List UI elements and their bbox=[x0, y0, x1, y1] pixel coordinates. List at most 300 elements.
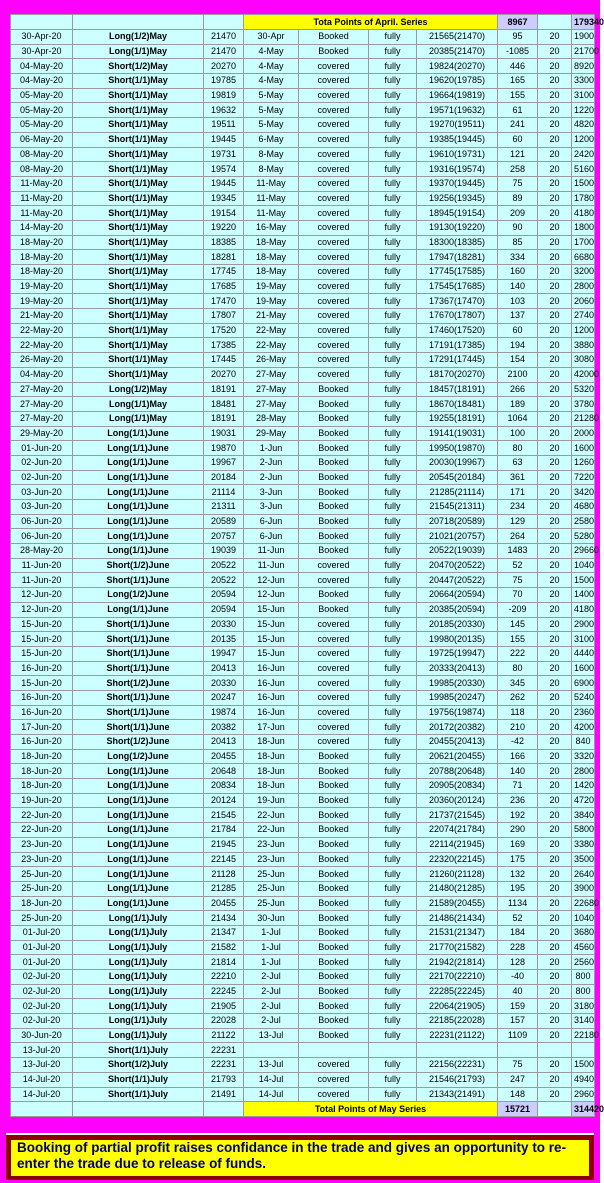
footer-blank-cell bbox=[11, 1102, 73, 1117]
entry-price-cell: 19031 bbox=[204, 426, 244, 441]
table-row bbox=[11, 1028, 595, 1043]
entry-date-cell: 02-Jul-20 bbox=[11, 970, 73, 985]
action-cell bbox=[299, 1043, 369, 1058]
amount-cell: 6900 bbox=[572, 676, 595, 691]
entry-date-cell: 16-Jun-20 bbox=[11, 735, 73, 750]
points-cell: 60 bbox=[498, 323, 538, 338]
action-cell: covered bbox=[299, 265, 369, 280]
amount-cell: 2960 bbox=[572, 1087, 595, 1102]
lot-size-cell: 20 bbox=[538, 382, 572, 397]
entry-date-cell: 11-May-20 bbox=[11, 206, 73, 221]
amount-cell: 2800 bbox=[572, 764, 595, 779]
amount-cell: 4440 bbox=[572, 646, 595, 661]
entry-date-cell: 12-Jun-20 bbox=[11, 602, 73, 617]
quantity-status-cell: fully bbox=[369, 646, 417, 661]
lot-size-cell: 20 bbox=[538, 646, 572, 661]
exit-price-cell: 19725(19947) bbox=[417, 646, 498, 661]
exit-date-cell: 14-Jul bbox=[244, 1087, 299, 1102]
exit-date-cell: 1-Jul bbox=[244, 955, 299, 970]
action-cell: covered bbox=[299, 309, 369, 324]
lot-size-cell: 20 bbox=[538, 837, 572, 852]
action-cell: Booked bbox=[299, 955, 369, 970]
table-row bbox=[11, 118, 595, 133]
points-cell: 71 bbox=[498, 779, 538, 794]
table-row bbox=[11, 220, 595, 235]
quantity-status-cell: fully bbox=[369, 294, 417, 309]
position-cell: Short(1/1)May bbox=[73, 338, 204, 353]
exit-date-cell: 4-May bbox=[244, 44, 299, 59]
points-cell: 95 bbox=[498, 30, 538, 45]
lot-size-cell: 20 bbox=[538, 632, 572, 647]
exit-date-cell: 16-Jun bbox=[244, 676, 299, 691]
amount-cell: 3680 bbox=[572, 925, 595, 940]
entry-price-cell: 21545 bbox=[204, 808, 244, 823]
entry-date-cell: 25-Jun-20 bbox=[11, 881, 73, 896]
amount-cell: 1420 bbox=[572, 779, 595, 794]
exit-date-cell: 3-Jun bbox=[244, 500, 299, 515]
table-row bbox=[11, 397, 595, 412]
amount-cell: 1780 bbox=[572, 191, 595, 206]
exit-price-cell: 21565(21470) bbox=[417, 30, 498, 45]
points-cell: 1134 bbox=[498, 896, 538, 911]
entry-price-cell: 19220 bbox=[204, 220, 244, 235]
position-cell: Short(1/1)May bbox=[73, 279, 204, 294]
quantity-status-cell: fully bbox=[369, 690, 417, 705]
entry-price-cell: 21784 bbox=[204, 823, 244, 838]
amount-cell: 800 bbox=[572, 984, 595, 999]
exit-price-cell: 21545(21311) bbox=[417, 500, 498, 515]
lot-size-cell: 20 bbox=[538, 896, 572, 911]
table-row bbox=[11, 911, 595, 926]
lot-size-cell: 20 bbox=[538, 88, 572, 103]
lot-size-cell: 20 bbox=[538, 500, 572, 515]
entry-price-cell: 21128 bbox=[204, 867, 244, 882]
action-cell: covered bbox=[299, 279, 369, 294]
action-cell: covered bbox=[299, 132, 369, 147]
table-row bbox=[11, 382, 595, 397]
exit-date-cell: 25-Jun bbox=[244, 896, 299, 911]
entry-date-cell: 13-Jul-20 bbox=[11, 1058, 73, 1073]
amount-cell: 7220 bbox=[572, 470, 595, 485]
lot-size-cell: 20 bbox=[538, 999, 572, 1014]
exit-price-cell: 21260(21128) bbox=[417, 867, 498, 882]
position-cell: Short(1/1)May bbox=[73, 206, 204, 221]
quantity-status-cell: fully bbox=[369, 779, 417, 794]
action-cell: covered bbox=[299, 573, 369, 588]
position-cell: Short(1/2)June bbox=[73, 676, 204, 691]
points-cell: 52 bbox=[498, 558, 538, 573]
position-cell: Short(1/1)June bbox=[73, 705, 204, 720]
exit-date-cell: 18-Jun bbox=[244, 764, 299, 779]
entry-price-cell: 20648 bbox=[204, 764, 244, 779]
exit-price-cell: 19270(19511) bbox=[417, 118, 498, 133]
action-cell: Booked bbox=[299, 397, 369, 412]
position-cell: Short(1/1)June bbox=[73, 617, 204, 632]
position-cell: Long(1/1)July bbox=[73, 925, 204, 940]
points-cell: 264 bbox=[498, 529, 538, 544]
exit-price-cell: 19620(19785) bbox=[417, 74, 498, 89]
exit-date-cell: 19-May bbox=[244, 294, 299, 309]
exit-date-cell: 5-May bbox=[244, 88, 299, 103]
entry-date-cell: 01-Jul-20 bbox=[11, 925, 73, 940]
points-cell: 228 bbox=[498, 940, 538, 955]
position-cell: Long(1/1)May bbox=[73, 44, 204, 59]
amount-cell: 1040 bbox=[572, 558, 595, 573]
exit-price-cell: 21285(21114) bbox=[417, 485, 498, 500]
table-row bbox=[11, 779, 595, 794]
exit-date-cell: 15-Jun bbox=[244, 646, 299, 661]
entry-price-cell: 21491 bbox=[204, 1087, 244, 1102]
exit-price-cell: 21770(21582) bbox=[417, 940, 498, 955]
entry-date-cell: 22-Jun-20 bbox=[11, 823, 73, 838]
exit-date-cell bbox=[244, 1043, 299, 1058]
quantity-status-cell: fully bbox=[369, 1058, 417, 1073]
position-cell: Long(1/1)June bbox=[73, 470, 204, 485]
exit-date-cell: 15-Jun bbox=[244, 632, 299, 647]
lot-size-cell: 20 bbox=[538, 279, 572, 294]
quantity-status-cell: fully bbox=[369, 881, 417, 896]
quantity-status-cell: fully bbox=[369, 544, 417, 559]
points-cell: 290 bbox=[498, 823, 538, 838]
amount-cell: 3500 bbox=[572, 852, 595, 867]
header-blank-cell bbox=[11, 15, 73, 30]
lot-size-cell: 20 bbox=[538, 602, 572, 617]
entry-price-cell: 19632 bbox=[204, 103, 244, 118]
points-cell: 241 bbox=[498, 118, 538, 133]
position-cell: Short(1/1)May bbox=[73, 235, 204, 250]
exit-date-cell: 28-May bbox=[244, 411, 299, 426]
exit-date-cell: 1-Jul bbox=[244, 925, 299, 940]
action-cell: covered bbox=[299, 705, 369, 720]
amount-cell: 4820 bbox=[572, 118, 595, 133]
amount-cell: 5280 bbox=[572, 529, 595, 544]
table-row bbox=[11, 632, 595, 647]
exit-price-cell: 20455(20413) bbox=[417, 735, 498, 750]
entry-date-cell: 01-Jul-20 bbox=[11, 955, 73, 970]
entry-price-cell: 21814 bbox=[204, 955, 244, 970]
amount-cell: 29660 bbox=[572, 544, 595, 559]
entry-date-cell: 25-Jun-20 bbox=[11, 911, 73, 926]
lot-size-cell: 20 bbox=[538, 558, 572, 573]
amount-cell: 4200 bbox=[572, 720, 595, 735]
table-row bbox=[11, 735, 595, 750]
quantity-status-cell: fully bbox=[369, 514, 417, 529]
points-cell: 52 bbox=[498, 911, 538, 926]
amount-cell: 1700 bbox=[572, 235, 595, 250]
footer-blank-cell bbox=[538, 1102, 572, 1117]
position-cell: Short(1/1)July bbox=[73, 1087, 204, 1102]
amount-cell: 1500 bbox=[572, 573, 595, 588]
entry-price-cell: 19731 bbox=[204, 147, 244, 162]
exit-price-cell: 19385(19445) bbox=[417, 132, 498, 147]
amount-cell: 2060 bbox=[572, 294, 595, 309]
entry-price-cell: 20834 bbox=[204, 779, 244, 794]
exit-date-cell: 8-May bbox=[244, 162, 299, 177]
entry-date-cell: 18-Jun-20 bbox=[11, 896, 73, 911]
entry-price-cell: 17445 bbox=[204, 353, 244, 368]
action-cell: covered bbox=[299, 176, 369, 191]
exit-date-cell: 16-May bbox=[244, 220, 299, 235]
table-row bbox=[11, 867, 595, 882]
action-cell: Booked bbox=[299, 793, 369, 808]
exit-date-cell: 13-Jul bbox=[244, 1028, 299, 1043]
entry-date-cell: 30-Jun-20 bbox=[11, 1028, 73, 1043]
exit-price-cell: 18170(20270) bbox=[417, 367, 498, 382]
quantity-status-cell: fully bbox=[369, 588, 417, 603]
entry-date-cell: 06-Jun-20 bbox=[11, 514, 73, 529]
table-row bbox=[11, 514, 595, 529]
entry-price-cell: 20522 bbox=[204, 573, 244, 588]
position-cell: Short(1/1)May bbox=[73, 118, 204, 133]
entry-date-cell: 02-Jun-20 bbox=[11, 470, 73, 485]
quantity-status-cell: fully bbox=[369, 970, 417, 985]
action-cell: covered bbox=[299, 59, 369, 74]
table-row bbox=[11, 955, 595, 970]
entry-date-cell: 19-May-20 bbox=[11, 279, 73, 294]
quantity-status-cell: fully bbox=[369, 59, 417, 74]
amount-cell: 21700 bbox=[572, 44, 595, 59]
exit-price-cell: 17460(17520) bbox=[417, 323, 498, 338]
exit-date-cell: 5-May bbox=[244, 103, 299, 118]
april-total-row bbox=[11, 15, 595, 30]
amount-cell: 21280 bbox=[572, 411, 595, 426]
entry-date-cell: 25-Jun-20 bbox=[11, 867, 73, 882]
position-cell: Long(1/1)July bbox=[73, 955, 204, 970]
entry-date-cell: 05-May-20 bbox=[11, 118, 73, 133]
quantity-status-cell: fully bbox=[369, 191, 417, 206]
points-cell: 75 bbox=[498, 573, 538, 588]
entry-date-cell: 18-Jun-20 bbox=[11, 764, 73, 779]
entry-price-cell: 21470 bbox=[204, 44, 244, 59]
entry-price-cell: 22210 bbox=[204, 970, 244, 985]
exit-date-cell: 19-May bbox=[244, 279, 299, 294]
amount-cell: 8920 bbox=[572, 59, 595, 74]
exit-price-cell: 19985(20330) bbox=[417, 676, 498, 691]
position-cell: Short(1/1)May bbox=[73, 265, 204, 280]
quantity-status-cell: fully bbox=[369, 837, 417, 852]
points-cell: 155 bbox=[498, 88, 538, 103]
action-cell: Booked bbox=[299, 911, 369, 926]
table-row bbox=[11, 176, 595, 191]
quantity-status-cell: fully bbox=[369, 911, 417, 926]
quantity-status-cell: fully bbox=[369, 176, 417, 191]
lot-size-cell: 20 bbox=[538, 309, 572, 324]
points-cell: 100 bbox=[498, 426, 538, 441]
exit-price-cell: 17947(18281) bbox=[417, 250, 498, 265]
action-cell: Booked bbox=[299, 764, 369, 779]
points-cell: 262 bbox=[498, 690, 538, 705]
entry-date-cell: 15-Jun-20 bbox=[11, 617, 73, 632]
quantity-status-cell: fully bbox=[369, 573, 417, 588]
points-cell: 446 bbox=[498, 59, 538, 74]
exit-price-cell: 20905(20834) bbox=[417, 779, 498, 794]
table-row bbox=[11, 896, 595, 911]
exit-date-cell: 16-Jun bbox=[244, 690, 299, 705]
points-cell: 40 bbox=[498, 984, 538, 999]
entry-price-cell: 20594 bbox=[204, 588, 244, 603]
entry-price-cell: 20270 bbox=[204, 59, 244, 74]
exit-price-cell: 21480(21285) bbox=[417, 881, 498, 896]
entry-date-cell: 02-Jul-20 bbox=[11, 999, 73, 1014]
exit-price-cell: 18300(18385) bbox=[417, 235, 498, 250]
exit-price-cell: 19980(20135) bbox=[417, 632, 498, 647]
quantity-status-cell: fully bbox=[369, 896, 417, 911]
points-cell: 266 bbox=[498, 382, 538, 397]
table-row bbox=[11, 925, 595, 940]
exit-price-cell: 20447(20522) bbox=[417, 573, 498, 588]
action-cell: covered bbox=[299, 118, 369, 133]
exit-price-cell: 18670(18481) bbox=[417, 397, 498, 412]
points-cell: 209 bbox=[498, 206, 538, 221]
position-cell: Long(1/1)July bbox=[73, 940, 204, 955]
amount-cell: 3900 bbox=[572, 881, 595, 896]
action-cell: Booked bbox=[299, 925, 369, 940]
quantity-status-cell: fully bbox=[369, 411, 417, 426]
entry-price-cell: 21793 bbox=[204, 1072, 244, 1087]
entry-date-cell: 21-May-20 bbox=[11, 309, 73, 324]
points-cell: 169 bbox=[498, 837, 538, 852]
exit-price-cell: 22185(22028) bbox=[417, 1014, 498, 1029]
exit-price-cell: 21942(21814) bbox=[417, 955, 498, 970]
entry-price-cell: 21582 bbox=[204, 940, 244, 955]
points-cell: 160 bbox=[498, 265, 538, 280]
lot-size-cell: 20 bbox=[538, 720, 572, 735]
exit-price-cell: 21531(21347) bbox=[417, 925, 498, 940]
exit-date-cell: 4-May bbox=[244, 74, 299, 89]
action-cell: Booked bbox=[299, 529, 369, 544]
lot-size-cell: 20 bbox=[538, 984, 572, 999]
points-cell: 80 bbox=[498, 441, 538, 456]
exit-date-cell: 25-Jun bbox=[244, 867, 299, 882]
quantity-status-cell: fully bbox=[369, 132, 417, 147]
quantity-status-cell: fully bbox=[369, 500, 417, 515]
quantity-status-cell: fully bbox=[369, 74, 417, 89]
points-cell: 128 bbox=[498, 955, 538, 970]
action-cell: Booked bbox=[299, 500, 369, 515]
lot-size-cell: 20 bbox=[538, 30, 572, 45]
exit-price-cell: 17670(17807) bbox=[417, 309, 498, 324]
position-cell: Long(1/1)June bbox=[73, 514, 204, 529]
table-row bbox=[11, 44, 595, 59]
lot-size-cell: 20 bbox=[538, 970, 572, 985]
entry-date-cell: 18-Jun-20 bbox=[11, 779, 73, 794]
action-cell: Booked bbox=[299, 852, 369, 867]
exit-price-cell: 22170(22210) bbox=[417, 970, 498, 985]
entry-date-cell: 30-Apr-20 bbox=[11, 30, 73, 45]
table-row bbox=[11, 529, 595, 544]
quantity-status-cell: fully bbox=[369, 88, 417, 103]
points-cell: -42 bbox=[498, 735, 538, 750]
exit-price-cell: 19316(19574) bbox=[417, 162, 498, 177]
exit-date-cell: 16-Jun bbox=[244, 705, 299, 720]
entry-date-cell: 16-Jun-20 bbox=[11, 690, 73, 705]
entry-price-cell: 18281 bbox=[204, 250, 244, 265]
table-row bbox=[11, 823, 595, 838]
table-row bbox=[11, 59, 595, 74]
position-cell: Long(1/1)May bbox=[73, 411, 204, 426]
lot-size-cell: 20 bbox=[538, 514, 572, 529]
exit-date-cell: 22-Jun bbox=[244, 823, 299, 838]
action-cell: covered bbox=[299, 88, 369, 103]
exit-date-cell: 8-May bbox=[244, 147, 299, 162]
entry-date-cell: 02-Jul-20 bbox=[11, 984, 73, 999]
points-cell: 75 bbox=[498, 176, 538, 191]
entry-price-cell: 19947 bbox=[204, 646, 244, 661]
position-cell: Short(1/1)June bbox=[73, 661, 204, 676]
exit-date-cell: 4-May bbox=[244, 59, 299, 74]
quantity-status-cell: fully bbox=[369, 676, 417, 691]
table-row bbox=[11, 309, 595, 324]
action-cell: Booked bbox=[299, 867, 369, 882]
quantity-status-cell: fully bbox=[369, 999, 417, 1014]
lot-size-cell: 20 bbox=[538, 1058, 572, 1073]
exit-date-cell: 26-May bbox=[244, 353, 299, 368]
amount-cell: 22680 bbox=[572, 896, 595, 911]
exit-price-cell: 22285(22245) bbox=[417, 984, 498, 999]
lot-size-cell: 20 bbox=[538, 132, 572, 147]
entry-price-cell: 21434 bbox=[204, 911, 244, 926]
quantity-status-cell: fully bbox=[369, 367, 417, 382]
exit-date-cell: 15-Jun bbox=[244, 602, 299, 617]
amount-cell bbox=[572, 1043, 595, 1058]
table-row bbox=[11, 793, 595, 808]
quantity-status-cell: fully bbox=[369, 279, 417, 294]
points-cell: 121 bbox=[498, 147, 538, 162]
position-cell: Short(1/1)May bbox=[73, 162, 204, 177]
table-row bbox=[11, 1043, 595, 1058]
amount-cell: 1900 bbox=[572, 30, 595, 45]
exit-price-cell: 20522(19039) bbox=[417, 544, 498, 559]
entry-price-cell: 19345 bbox=[204, 191, 244, 206]
quantity-status-cell: fully bbox=[369, 602, 417, 617]
amount-cell: 1260 bbox=[572, 455, 595, 470]
table-row bbox=[11, 999, 595, 1014]
table-row bbox=[11, 426, 595, 441]
action-cell: Booked bbox=[299, 514, 369, 529]
position-cell: Short(1/1)June bbox=[73, 632, 204, 647]
position-cell: Short(1/1)May bbox=[73, 176, 204, 191]
quantity-status-cell: fully bbox=[369, 764, 417, 779]
exit-price-cell: 17745(17585) bbox=[417, 265, 498, 280]
points-cell: 234 bbox=[498, 500, 538, 515]
table-row bbox=[11, 661, 595, 676]
lot-size-cell: 20 bbox=[538, 588, 572, 603]
exit-price-cell: 20470(20522) bbox=[417, 558, 498, 573]
table-row bbox=[11, 485, 595, 500]
position-cell: Long(1/1)June bbox=[73, 881, 204, 896]
entry-date-cell: 02-Jun-20 bbox=[11, 455, 73, 470]
exit-price-cell: 19756(19874) bbox=[417, 705, 498, 720]
points-cell: 166 bbox=[498, 749, 538, 764]
amount-cell: 3080 bbox=[572, 353, 595, 368]
points-cell: 140 bbox=[498, 764, 538, 779]
amount-cell: 800 bbox=[572, 970, 595, 985]
lot-size-cell: 20 bbox=[538, 735, 572, 750]
position-cell: Long(1/1)May bbox=[73, 397, 204, 412]
position-cell: Short(1/1)June bbox=[73, 690, 204, 705]
entry-date-cell: 22-May-20 bbox=[11, 323, 73, 338]
exit-price-cell: 20360(20124) bbox=[417, 793, 498, 808]
amount-cell: 3840 bbox=[572, 808, 595, 823]
action-cell: covered bbox=[299, 690, 369, 705]
position-cell: Short(1/1)May bbox=[73, 323, 204, 338]
exit-price-cell: 21021(20757) bbox=[417, 529, 498, 544]
entry-price-cell: 17470 bbox=[204, 294, 244, 309]
quantity-status-cell: fully bbox=[369, 397, 417, 412]
header-blank-cell bbox=[538, 15, 572, 30]
position-cell: Long(1/2)June bbox=[73, 588, 204, 603]
table-row bbox=[11, 558, 595, 573]
